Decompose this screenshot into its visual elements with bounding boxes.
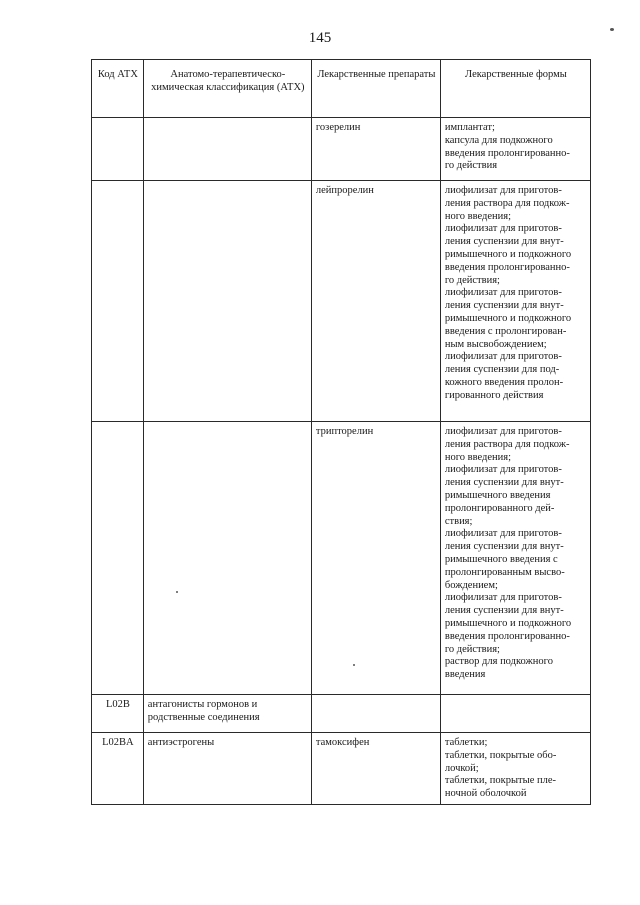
cell-drug <box>311 695 440 733</box>
dosage-form-line: го действия; <box>444 274 500 286</box>
cell-classification: антагонисты гормонов и родственные соединения <box>143 695 311 733</box>
cell-classification <box>143 181 311 422</box>
dosage-form-line: кожного введения пролон- <box>444 376 564 388</box>
dosage-form-line: пролонгированным высво- <box>444 566 565 578</box>
dosage-form-line: пролонгированного дей- <box>444 502 555 514</box>
dosage-form-line: ночной оболочкой <box>444 788 527 800</box>
dosage-form-line: лиофилизат для приготов- <box>444 185 562 196</box>
header-classification: Анатомо-терапевтическо-химическая классификация (АТХ) <box>143 60 311 118</box>
dosage-form-line: ления суспензии для внут- <box>444 477 564 489</box>
table-row <box>92 181 591 422</box>
dosage-form-line: лочкой; <box>444 762 479 774</box>
scan-speck <box>353 664 355 666</box>
dosage-form-line: таблетки, покрытые обо- <box>444 749 557 761</box>
dosage-form-line: гированного действия <box>444 389 544 401</box>
dosage-form-line: ления суспензии для внут- <box>444 300 564 312</box>
dosage-form-line: ления суспензии для внут- <box>444 236 564 248</box>
dosage-form-line: римышечного и подкожного <box>444 617 572 629</box>
dosage-form-line: имплантат; <box>444 122 495 133</box>
cell-code: L02BA <box>92 733 144 805</box>
dosage-form-line: лиофилизат для приготов- <box>444 592 562 604</box>
dosage-form-line: ным высвобождением; <box>444 338 547 350</box>
dosage-form-line: ления суспензии для внут- <box>444 541 564 553</box>
atx-drug-table <box>91 59 591 805</box>
dosage-form-line: го действия; <box>444 643 500 655</box>
dosage-form-line: бождением; <box>444 579 498 591</box>
cell-forms <box>440 181 590 422</box>
cell-forms <box>440 695 590 733</box>
dosage-form-line: лиофилизат для приготов- <box>444 287 562 299</box>
cell-forms <box>440 118 590 181</box>
dosage-form-line: ления раствора для подкож- <box>444 197 570 209</box>
header-forms: Лекарственные формы <box>440 60 590 118</box>
dosage-form-line: ного введения; <box>444 451 512 463</box>
dosage-form-line: ления раствора для подкож- <box>444 438 570 450</box>
dosage-form-line: введения пролонгированно- <box>444 630 570 642</box>
table-row <box>92 733 591 805</box>
dosage-form-line: лиофилизат для приготов- <box>444 223 562 235</box>
scan-speck <box>610 28 614 31</box>
dosage-form-line: ствия; <box>444 515 473 527</box>
cell-drug: лейпрорелин <box>311 181 440 422</box>
cell-code <box>92 422 144 695</box>
dosage-form-line: римышечного введения <box>444 489 551 501</box>
dosage-form-line: таблетки, покрытые пле- <box>444 775 556 787</box>
cell-classification <box>143 422 311 695</box>
dosage-form-line: введения <box>444 669 486 681</box>
table-header <box>92 60 591 118</box>
dosage-form-line: ления суспензии для внут- <box>444 605 564 617</box>
table-row <box>92 695 591 733</box>
cell-drug: гозерелин <box>311 118 440 181</box>
dosage-form-line: го действия <box>444 160 498 172</box>
dosage-form-line: раствор для подкожного <box>444 656 553 668</box>
table-row <box>92 422 591 695</box>
cell-code: L02B <box>92 695 144 733</box>
dosage-form-line: ного введения; <box>444 210 512 222</box>
dosage-form-line: лиофилизат для приготов- <box>444 426 562 437</box>
dosage-form-line: лиофилизат для приготов- <box>444 528 562 540</box>
dosage-form-line: римышечного и подкожного <box>444 248 572 260</box>
cell-drug: тамоксифен <box>311 733 440 805</box>
cell-classification <box>143 118 311 181</box>
dosage-form-line: римышечного и подкожного <box>444 312 572 324</box>
cell-drug: трипторелин <box>311 422 440 695</box>
cell-forms <box>440 733 590 805</box>
cell-code <box>92 181 144 422</box>
cell-classification: антиэстрогены <box>143 733 311 805</box>
header-code: Код АТХ <box>92 60 144 118</box>
dosage-form-line: введения с пролонгирован- <box>444 325 567 337</box>
dosage-form-line: римышечного введения с <box>444 553 558 565</box>
dosage-form-line: лиофилизат для приготов- <box>444 351 562 363</box>
cell-forms <box>440 422 590 695</box>
table-row <box>92 118 591 181</box>
scan-speck <box>176 591 178 593</box>
page-number: 145 <box>308 30 332 46</box>
dosage-form-line: таблетки; <box>444 737 488 748</box>
header-drugs: Лекарственные препараты <box>311 60 440 118</box>
dosage-form-line: ления суспензии для под- <box>444 364 560 376</box>
dosage-form-line: лиофилизат для приготов- <box>444 464 562 476</box>
dosage-form-line: введения пролонгированно- <box>444 147 570 159</box>
dosage-form-line: капсула для подкожного <box>444 134 553 146</box>
dosage-form-line: введения пролонгированно- <box>444 261 570 273</box>
cell-code <box>92 118 144 181</box>
